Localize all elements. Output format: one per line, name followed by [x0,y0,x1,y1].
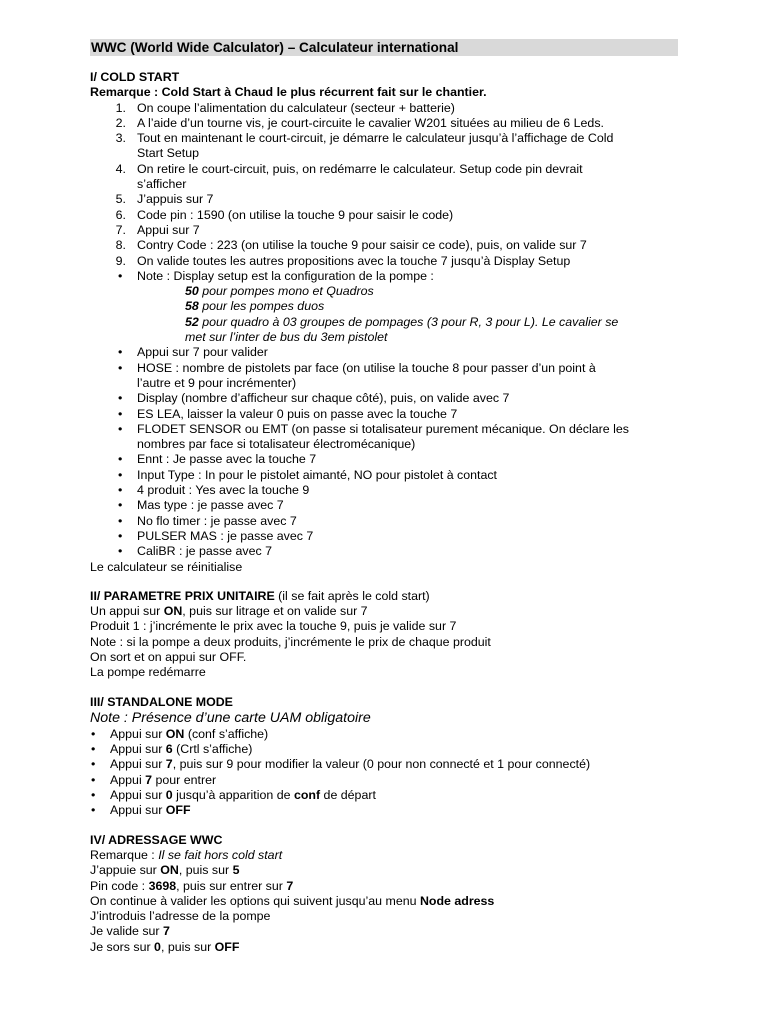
bullet-line: CaliBR : je passe avec 7 [137,544,272,559]
step-number: 5. [115,192,126,207]
prix-line-5: La pompe redémarre [90,665,206,680]
adressage-line-4: On continue à valider les options qui suivent jusqu’au menu Node adress [90,893,495,908]
step-line: Start Setup [137,146,199,161]
step-number: 8. [115,238,126,253]
bullet-icon: • [118,360,123,375]
bullet-text [90,452,678,467]
bullet-text [90,498,678,513]
prix-line-3: Note : si la pompe a deux produits, j’incrémente le prix de chaque produit [90,634,491,649]
step-line: On coupe l’alimentation du calculateur (secteur + batterie) [137,100,455,115]
bullet-text [90,514,678,529]
step-text [90,162,678,193]
list-item [90,407,678,422]
section-prix-heading: II/ PARAMETRE PRIX UNITAIRE (il se fait après le cold start) [90,588,430,603]
step-number: 6. [115,207,126,222]
cold-start-end: Le calculateur se réinitialise [90,559,243,574]
document-title: WWC (World Wide Calculator) – Calculateur international [90,39,678,56]
prix-line-1: Un appui sur ON, puis sur litrage et on valide sur 7 [90,604,368,619]
step-line: Appui sur 7 [137,222,200,237]
bullet-line: PULSER MAS : je passe avec 7 [137,528,314,543]
pump-code-entry [90,284,678,299]
cold-start-note [90,269,678,345]
bullet-icon: • [118,345,123,360]
bullet-text [90,529,678,544]
step-line: Contry Code : 223 (on utilise la touche 9 pour saisir ce code), puis, on valide sur 7 [137,238,587,253]
step-number: 7. [115,222,126,237]
list-item [90,345,678,360]
step-number: 3. [115,131,126,146]
list-item [90,391,678,406]
pump-code-entry [90,299,678,314]
standalone-note: Note : Présence d’une carte UAM obligatoire [90,709,371,726]
numbered-step [90,238,678,253]
step-text [90,223,678,238]
list-item [90,483,678,498]
step-text [90,131,678,162]
section-cold-start-remark: Remarque : Cold Start à Chaud le plus récurrent fait sur le chantier. [90,85,487,100]
bullet-icon: • [118,421,123,436]
pump-code-desc: met sur l’inter de bus du 3em pistolet [185,330,388,345]
step-text [90,208,678,223]
step-line: Code pin : 1590 (on utilise la touche 9 pour saisir le code) [137,207,454,222]
bullet-line: HOSE : nombre de pistolets par face (on utilise la touche 8 pour passer d’un point à [137,360,596,375]
numbered-step [90,116,678,131]
list-item [90,361,678,392]
pump-code: 58 [185,299,199,314]
step-number: 4. [115,161,126,176]
pump-code-desc: pour quadro à 03 groupes de pompages (3 pour R, 3 pour L). Le cavalier se [202,314,619,329]
list-item: • Appui sur ON (conf s’affiche) [91,726,269,741]
list-item: • Appui sur 0 jusqu’à apparition de conf de départ [91,788,376,803]
bullet-text [90,361,678,392]
numbered-step [90,131,678,162]
bullet-text [90,407,678,422]
pump-code-line [185,284,678,299]
bullet-line: Ennt : Je passe avec la touche 7 [137,452,317,467]
bullet-icon: • [118,498,123,513]
list-item [90,422,678,453]
document-page [90,39,678,955]
cold-start-steps [90,101,678,269]
step-number: 1. [115,100,126,115]
adressage-line-5: J’introduis l’adresse de la pompe [90,909,271,924]
numbered-step [90,162,678,193]
prix-line-2: Produit 1 : j’incrémente le prix avec la touche 9, puis je valide sur 7 [90,619,457,634]
bullet-text [90,483,678,498]
numbered-step [90,101,678,116]
pump-code-line [185,299,678,314]
bullet-icon: • [118,513,123,528]
bullet-line: Input Type : In pour le pistolet aimanté, NO pour pistolet à contact [137,467,497,482]
bullet-icon: • [118,467,123,482]
numbered-step [90,192,678,207]
list-item [90,452,678,467]
bullet-icon: • [118,391,123,406]
bullet-line: FLODET SENSOR ou EMT (on passe si totalisateur purement mécanique. On déclare les [137,421,629,436]
adressage-line-3: Pin code : 3698, puis sur entrer sur 7 [90,878,294,893]
bullet-icon: • [118,483,123,498]
list-item: • Appui sur 7, puis sur 9 pour modifier la valeur (0 pour non connecté et 1 pour connecté) [91,757,591,772]
bullet-text [90,544,678,559]
list-item [90,269,678,284]
pump-code-desc: pour pompes mono et Quadros [202,284,374,299]
bullet-line: ES LEA, laisser la valeur 0 puis on passe avec la touche 7 [137,406,458,421]
bullet-text [90,391,678,406]
step-text [90,116,678,131]
note-text: Note : Display setup est la configuration de la pompe : [137,268,434,283]
step-line: On valide toutes les autres propositions avec la touche 7 jusqu’à Display Setup [137,253,571,268]
pump-code-line [185,315,678,330]
section-standalone-heading: III/ STANDALONE MODE [90,694,233,709]
step-text [90,101,678,116]
bullet-line: Display (nombre d’afficheur sur chaque côté), puis, on valide avec 7 [137,391,510,406]
cold-start-bullets [90,345,678,559]
bullet-line: No flo timer : je passe avec 7 [137,513,297,528]
bullet-text [90,468,678,483]
bullet-line: l’autre et 9 pour incrémenter) [137,375,297,390]
pump-code-entry [90,315,678,346]
step-text [90,238,678,253]
bullet-line: 4 produit : Yes avec la touche 9 [137,483,310,498]
pump-code: 52 [185,314,199,329]
pump-code-desc: pour les pompes duos [202,299,325,314]
step-number: 9. [115,253,126,268]
list-item [90,544,678,559]
list-item: • Appui sur OFF [91,803,191,818]
adressage-line-7: Je sors sur 0, puis sur OFF [90,939,240,954]
bullet-line: nombres par face si totalisateur électromécanique) [137,437,416,452]
step-line: A l’aide d’un tourne vis, je court-circuite le cavalier W201 situées au milieu de 6 Leds. [137,115,604,130]
step-line: s’afficher [137,177,187,192]
prix-line-4: On sort et on appui sur OFF. [90,649,247,664]
list-item: • Appui 7 pour entrer [91,772,217,787]
bullet-icon: • [118,544,123,559]
adressage-line-2: J’appuie sur ON, puis sur 5 [90,863,240,878]
bullet-icon: • [118,406,123,421]
step-number: 2. [115,115,126,130]
step-text [90,254,678,269]
list-item [90,529,678,544]
adressage-line-6: Je valide sur 7 [90,924,170,939]
step-text [90,192,678,207]
numbered-step [90,223,678,238]
pump-code-line [185,330,678,345]
list-item [90,498,678,513]
numbered-step [90,208,678,223]
bullet-text [90,422,678,453]
step-line: Tout en maintenant le court-circuit, je démarre le calculateur jusqu’à l’affichage de Cold [137,131,614,146]
bullet-icon: • [118,452,123,467]
list-item: • Appui sur 6 (Crtl s’affiche) [91,742,253,757]
adressage-line-1: Remarque : Il se fait hors cold start [90,847,283,862]
bullet-text [90,345,678,360]
numbered-step [90,254,678,269]
bullet-line: Mas type : je passe avec 7 [137,498,284,513]
section-adressage-heading: IV/ ADRESSAGE WWC [90,832,223,847]
bullet-line: Appui sur 7 pour valider [137,345,268,360]
list-item [90,514,678,529]
bullet-icon: • [118,528,123,543]
pump-code: 50 [185,284,199,299]
list-item [90,468,678,483]
step-line: On retire le court-circuit, puis, on redémarre le calculateur. Setup code pin devrait [137,161,583,176]
section-cold-start-heading: I/ COLD START [90,70,180,84]
bullet-icon: • [118,268,123,283]
step-line: J’appuis sur 7 [137,192,214,207]
